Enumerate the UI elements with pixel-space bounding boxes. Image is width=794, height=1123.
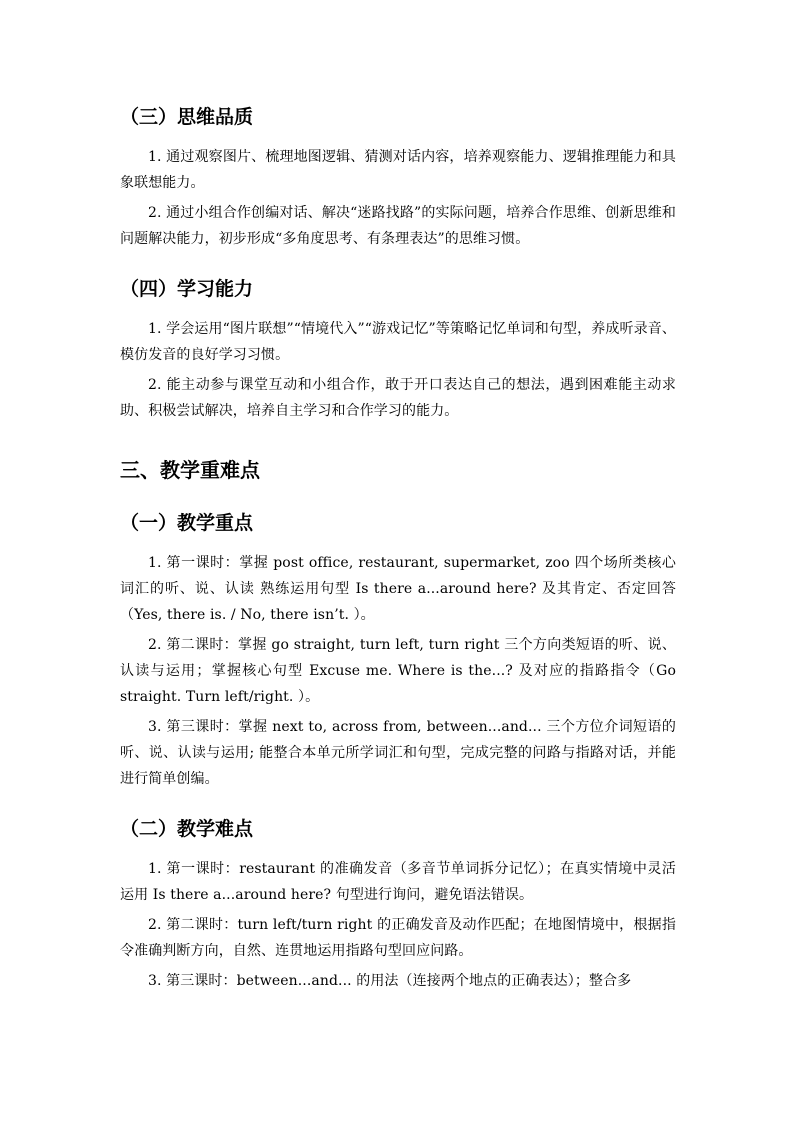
chapter-title: 三、教学重难点 [120, 458, 260, 482]
paragraph: 3. 第三课时：between...and... 的用法（连接两个地点的正确表达）；整合多 [148, 973, 632, 989]
page-content [120, 102, 676, 994]
paragraph: 2. 第二课时：掌握 go straight, turn left, turn right 三个方向类短语的听、说、认读与运用；掌握核心句型 Excuse me. Where is the...? 及对应的指路指令（Go straight. Turn left/right. ）。 [120, 637, 676, 705]
section-title-difficulties: （二）教学难点 [120, 818, 254, 840]
paragraph: 2. 能主动参与课堂互动和小组合作，敢于开口表达自己的想法，遇到困难能主动求助、积极尝试解决，培养自主学习和合作学习的能力。 [120, 377, 676, 419]
paragraph: 1. 第一课时：掌握 post office, restaurant, supermarket, zoo 四个场所类核心词汇的听、说、认读 熟练运用句型 Is there a...around here? 及其肯定、否定回答（Yes, there is. / No, there isn’t. ）。 [120, 555, 676, 623]
section-title-thinking-quality: （三）思维品质 [120, 106, 254, 128]
paragraph: 1. 通过观察图片、梳理地图逻辑、猜测对话内容，培养观察能力、逻辑推理能力和具象联想能力。 [120, 149, 676, 191]
section-title-key-points: （一）教学重点 [120, 512, 254, 534]
paragraph: 3. 第三课时：掌握 next to, across from, between...and... 三个方位介词短语的听、说、认读与运用; 能整合本单元所学词汇和句型，完成完整的问路与指路对话，并能进行简单创编。 [120, 719, 676, 787]
paragraph: 1. 学会运用“图片联想”“情境代入”“游戏记忆”等策略记忆单词和句型，养成听录音、模仿发音的良好学习习惯。 [120, 321, 676, 363]
paragraph: 2. 第二课时：turn left/turn right 的正确发音及动作匹配；在地图情境中，根据指令准确判断方向，自然、连贯地运用指路句型回应问路。 [120, 917, 676, 959]
section-title-learning-ability: （四）学习能力 [120, 278, 254, 300]
paragraph: 2. 通过小组合作创编对话、解决“迷路找路”的实际问题，培养合作思维、创新思维和问题解决能力，初步形成“多角度思考、有条理表达”的思维习惯。 [120, 205, 676, 247]
paragraph: 1. 第一课时：restaurant 的准确发音（多音节单词拆分记忆）；在真实情境中灵活运用 Is there a...around here? 句型进行询问，避免语法错误。 [120, 861, 676, 903]
